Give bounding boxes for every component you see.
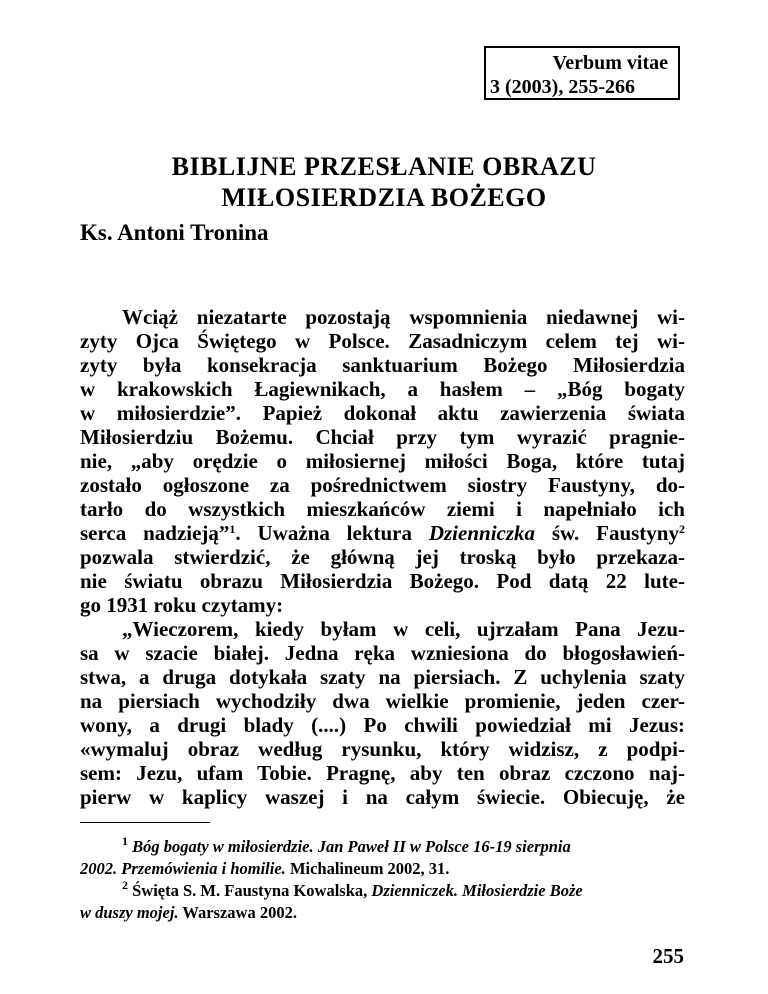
footnote-text: Święta S. M. Faustyna Kowalska, — [132, 881, 372, 900]
quote-line: wony, a drugi blady (....) Po chwili powiedział mi Jezus: — [80, 713, 685, 737]
body-text — [80, 305, 685, 809]
body-line: zostało ogłoszone za pośrednictwem siostry Faustyny, do- — [80, 473, 685, 497]
body-line: w krakowskich Łagiewnikach, a hasłem – „Bóg bogaty — [80, 377, 685, 401]
footnote-text: Warszawa 2002. — [178, 903, 297, 922]
footnote-divider — [80, 822, 210, 823]
book-title: Dzienniczka — [428, 521, 536, 545]
page-number: 255 — [652, 944, 684, 968]
body-line: nie, „aby orędzie o miłosiernej miłości Boga, które tutaj — [80, 449, 685, 473]
quote-line: „Wieczorem, kiedy byłam w celi, ujrzałam Pana Jezu- — [122, 617, 685, 641]
body-line: zyty Ojca Świętego w Polsce. Zasadniczym celem tej wi- — [80, 329, 685, 353]
footnotes — [80, 836, 685, 924]
journal-name: Verbum vitae — [552, 52, 668, 74]
body-line: Wciąż niezatarte pozostają wspomnienia niedawnej wi- — [122, 305, 685, 329]
quote-line: sem: Jezu, ufam Tobie. Pragnę, aby ten obraz czczono naj- — [80, 761, 685, 785]
quote-line: stwa, a druga dotykała szaty na piersiach. Z uchylenia szaty — [80, 665, 685, 689]
title-line-2: MIŁOSIERDZIA BOŻEGO — [221, 183, 547, 212]
body-line: w miłosierdzie”. Papież dokonał aktu zawierzenia świata — [80, 401, 685, 425]
quote-line: na piersiach wychodziły dwa wielkie promienie, jeden czer- — [80, 689, 685, 713]
body-line: nie światu obrazu Miłosierdzia Bożego. Pod datą 22 lute- — [80, 569, 685, 593]
footnote-2 — [80, 880, 685, 924]
footnote-title: 2002. Przemówienia i homilie. — [80, 859, 286, 878]
text-segment: . Uważna lektura — [235, 521, 429, 545]
body-line: pozwala stwierdzić, że główną jej troską było przekaza- — [80, 545, 685, 569]
journal-citation-box — [484, 46, 680, 100]
footnote-text: Michalineum 2002, 31. — [285, 859, 450, 878]
quote-line: «wymaluj obraz według rysunku, który widzisz, z podpi- — [80, 737, 685, 761]
footnote-number: 2 — [122, 878, 128, 892]
body-line: Miłosierdziu Bożemu. Chciał przy tym wyrazić pragnie- — [80, 425, 685, 449]
title-line-1: BIBLIJNE PRZESŁANIE OBRAZU — [171, 152, 597, 181]
footnote-1 — [80, 836, 685, 880]
body-line: zyty była konsekracja sanktuarium Bożego Miłosierdzia — [80, 353, 685, 377]
quote-line: pierw w kaplicy waszej i na całym świecie. Obiecuję, że — [80, 785, 685, 809]
body-line: tarło do wszystkich mieszkańców ziemi i napełniało ich — [80, 497, 685, 521]
journal-volume: 3 (2003), 255-266 — [490, 76, 635, 98]
footnote-ref-2: 2 — [678, 522, 685, 536]
body-line — [80, 521, 685, 545]
body-line: go 1931 roku czytamy: — [80, 593, 284, 617]
quote-line: sa w szacie białej. Jedna ręka wzniesiona do błogosławień- — [80, 641, 685, 665]
footnote-number: 1 — [122, 834, 128, 848]
author-name: Ks. Antoni Tronina — [80, 220, 269, 245]
footnote-title: Dzienniczek. Miłosierdzie Boże — [371, 881, 583, 900]
footnote-title: w duszy mojej. — [80, 903, 179, 922]
footnote-title: Bóg bogaty w miłosierdzie. Jan Paweł II w Polsce 16-19 sierpnia — [132, 837, 571, 856]
footnote-ref-1: 1 — [229, 522, 236, 536]
text-segment: św. Faustyny — [535, 521, 679, 545]
article-title — [0, 151, 768, 213]
text-segment: serca nadzieją” — [80, 521, 230, 545]
